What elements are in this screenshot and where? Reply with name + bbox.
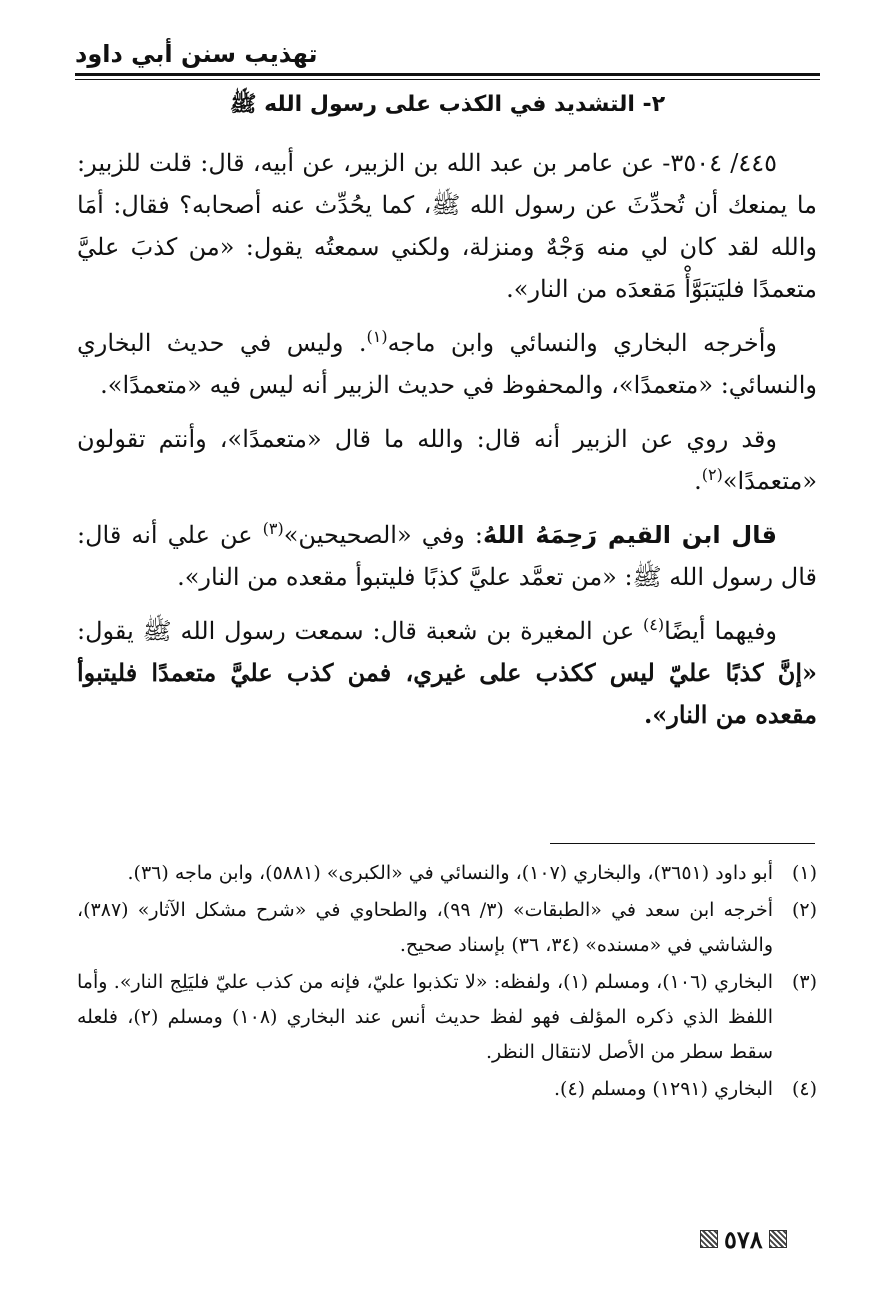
footnotes (77, 856, 817, 1109)
footnote-ref-4[interactable]: (٤) (643, 615, 665, 634)
ibn-qayyim-label: قال ابن القيم رَحِمَهُ اللهُ (482, 521, 777, 549)
hadith-paragraph (77, 142, 817, 310)
footnote-number: (٣) (791, 971, 817, 993)
takhrij-text-b: . وليس في حديث البخاري والنسائي: «متعمدًا»، والمحفوظ في حديث الزبير أنه ليس فيه «متعمدًا». (77, 329, 817, 399)
running-head-title: تهذيب سنن أبي داود (75, 40, 318, 68)
footnote-ref-1[interactable]: (١) (366, 327, 388, 346)
main-text (77, 142, 817, 748)
footnote-4 (77, 1072, 817, 1107)
footnote-text: البخاري (١٢٩١) ومسلم (٤). (553, 1078, 773, 1100)
footnote-number: (٢) (791, 899, 817, 921)
footnote-ref-3[interactable]: (٣) (262, 519, 284, 538)
mughira-text-b: عن المغيرة بن شعبة قال: سمعت رسول الله ﷺ يقول: (77, 617, 644, 645)
chapter-title: ٢- التشديد في الكذب على رسول الله ﷺ (229, 92, 666, 117)
ibn-qayyim-text-a: : وفي «الصحيحين» (283, 521, 483, 549)
footnote-2 (77, 893, 817, 963)
zubair-paragraph (77, 418, 817, 502)
ornament-right-icon (769, 1230, 787, 1248)
footnote-text: أخرجه ابن سعد في «الطبقات» (٣/ ٩٩)، والطحاوي في «شرح مشكل الآثار» (٣٨٧)، والشاشي في «مسنده» (٣٤، ٣٦) بإسناد صحيح. (77, 899, 773, 956)
page-number (700, 1224, 787, 1254)
page-number-text: ٥٧٨ (724, 1224, 763, 1254)
footnote-number: (١) (791, 862, 817, 884)
takhrij-text-a: وأخرجه البخاري والنسائي وابن ماجه (387, 329, 777, 357)
footnote-text: أبو داود (٣٦٥١)، والبخاري (١٠٧)، والنسائي في «الكبرى» (٥٨٨١)، وابن ماجه (٣٦). (127, 862, 773, 884)
mughira-quote: «إنَّ كذبًا عليّ ليس ككذب على غيري، فمن كذب عليَّ متعمدًا فليتبوأ مقعده من النار». (77, 658, 817, 729)
ibn-qayyim-paragraph (77, 514, 817, 598)
footnote-1 (77, 856, 817, 891)
footnote-number: (٤) (791, 1078, 817, 1100)
header-rule-thin (75, 79, 820, 80)
mughira-paragraph (77, 610, 817, 736)
footnote-3 (77, 965, 817, 1070)
ornament-left-icon (700, 1230, 718, 1248)
zubair-text-a: وقد روي عن الزبير أنه قال: والله ما قال «متعمدًا»، وأنتم تقولون «متعمدًا» (77, 425, 817, 495)
footnote-ref-2[interactable]: (٢) (701, 465, 723, 484)
header-rule-thick (75, 73, 820, 76)
zubair-text-b: . (694, 467, 702, 495)
mughira-text-a: وفيهما أيضًا (664, 617, 778, 645)
takhrij-paragraph (77, 322, 817, 406)
footnote-separator (550, 843, 815, 844)
hadith-text: ٤٤٥/ ٣٥٠٤- عن عامر بن عبد الله بن الزبير، عن أبيه، قال: قلت للزبير: ما يمنعك أن تُحدِّثَ عن رسول الله ﷺ، كما يحُدِّث عنه أصحابه؟ فقال: أمَا والله لقد كان لي منه وَجْهٌ ومنزلة، ولكني سمعتُه يقول: «من كذبَ عليَّ متعمدًا فليَتبَوَّأْ مَقعدَه من النار». (77, 149, 817, 303)
footnote-text: البخاري (١٠٦)، ومسلم (١)، ولفظه: «لا تكذبوا عليّ، فإنه من كذب عليّ فليَلِج النار». وأما اللفظ الذي ذكره المؤلف فهو لفظ حديث أنس عند البخاري (١٠٨) ومسلم (٢)، فلعله سقط سطر من الأصل لانتقال النظر. (77, 971, 773, 1063)
ibn-qayyim-text-b: عن علي أنه قال: قال رسول الله ﷺ: «من تعمَّد عليَّ كذبًا فليتبوأ مقعده من النار». (77, 521, 817, 591)
